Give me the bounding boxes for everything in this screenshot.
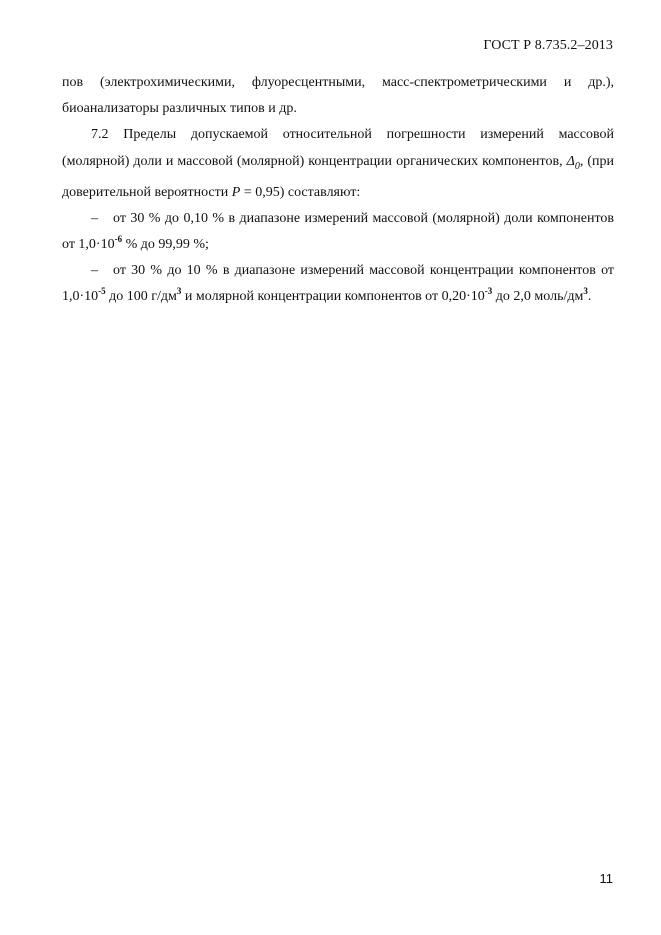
bullet-item-2	[62, 258, 614, 310]
delta-symbol: $\Delta_0$	[566, 153, 580, 172]
b2-exponent-2: 3	[176, 286, 182, 297]
p72-text-start: 7.2 Пределы допускаемой относительной погрешности измерений массовой (молярной) доли и массовой (молярной) концентрации органических компонентов,	[62, 127, 614, 169]
probability-symbol: P	[231, 184, 241, 200]
b2-text-mid-1: до 100 г/дм	[105, 289, 177, 305]
b2-exponent-4: 3	[583, 286, 588, 297]
b1-exponent: -6	[114, 234, 123, 245]
b2-text-mid-2: и молярной концентрации компонентов от 0,20·10	[181, 289, 485, 305]
p72-text-mid: , (при доверительной вероятности	[62, 153, 614, 200]
b2-text-start: от 30 % до 10 % в диапазоне измерений массовой концентрации компонентов от 1,0·10	[62, 263, 614, 305]
b2-exponent-1: -5	[98, 286, 106, 297]
delta-subscript: 0	[574, 160, 580, 172]
paragraph-continuation: пов (электрохимическими, флуоресцентными, масс-спектрометрическими и др.), биоанализаторы различных типов и др.	[62, 75, 614, 117]
paragraph-7-2	[62, 122, 614, 205]
document-header: ГОСТ Р 8.735.2–2013	[483, 38, 613, 53]
b2-text-mid-3: до 2,0 моль/дм	[492, 289, 584, 305]
b2-exponent-3: -3	[484, 286, 493, 297]
bullet-dash: –	[91, 210, 98, 226]
b2-text-end: .	[587, 289, 592, 305]
b1-text-start: от 30 % до 0,10 % в диапазоне измерений массовой (молярной) доли компонентов от 1,0·10	[62, 210, 614, 253]
p72-text-end: = 0,95) составляют:	[240, 184, 361, 200]
document-body	[62, 70, 614, 311]
bullet-item-1	[62, 206, 614, 258]
page-number: 11	[599, 871, 613, 886]
b1-text-end: % до 99,99 %;	[122, 237, 209, 253]
bullet-dash: –	[91, 263, 98, 279]
